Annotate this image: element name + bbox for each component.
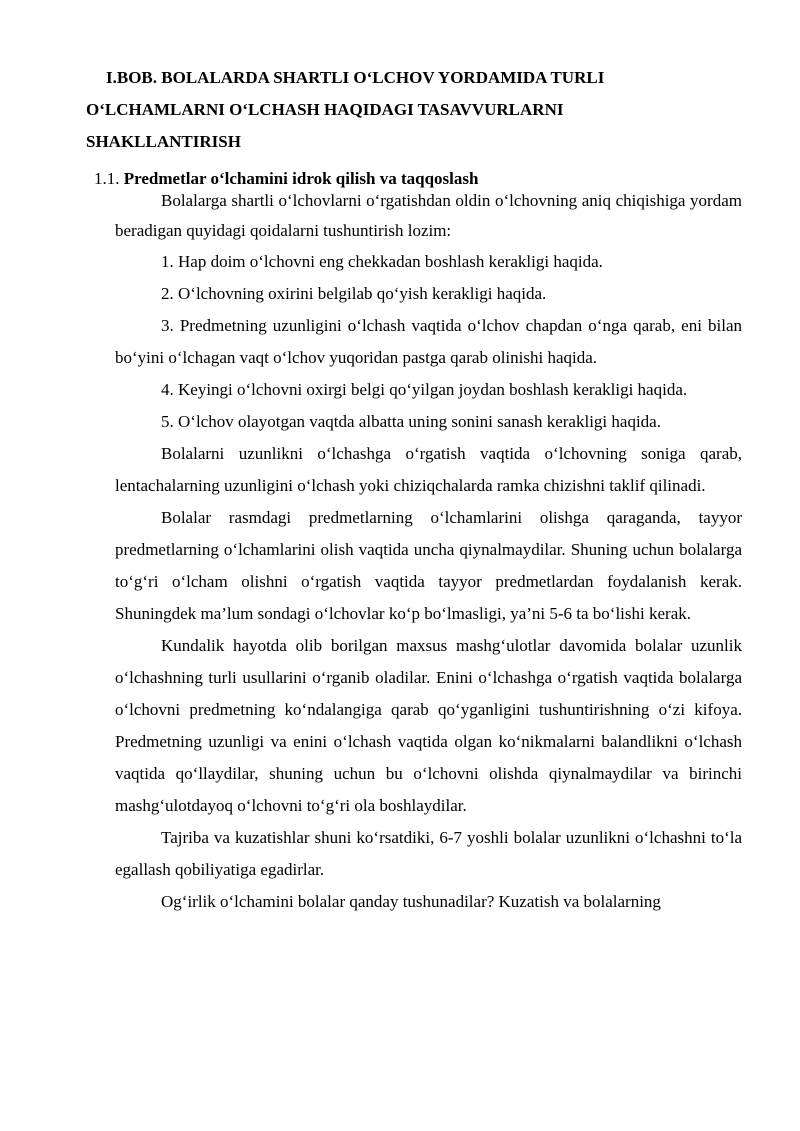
paragraph-2: Bolalar rasmdagi predmetlarning o‘lchamlarini olishga qaraganda, tayyor predmetlarning o‘lchamlarini olish vaqtida uncha qiynalmaydilar. Shuning uchun bolalarga to‘g‘ri o‘lcham olishni o‘rgatish vaqtida tayyor predmetlardan foydalanish kerak. Shuningdek ma’lum sondagi o‘lchovlar ko‘p bo‘lmasligi, ya’ni 5-6 ta bo‘lishi kerak. [115, 508, 742, 623]
paragraph-5: Og‘irlik o‘lchamini bolalar qanday tushunadilar? Kuzatish va bolalarning [161, 892, 661, 911]
section-number: 1.1. [94, 169, 120, 188]
rule-item-1: 1. Hap doim o‘lchovni eng chekkadan boshlash kerakligi haqida. [161, 252, 603, 271]
rule-item-4: 4. Keyingi o‘lchovni oxirgi belgi qo‘yilgan joydan boshlash kerakligi haqida. [161, 380, 688, 399]
body-text [115, 186, 742, 918]
chapter-heading-line-3: SHAKLLANTIRISH [86, 132, 241, 151]
paragraph-4: Tajriba va kuzatishlar shuni ko‘rsatdiki, 6-7 yoshli bolalar uzunlikni o‘lchashni to‘la egallash qobiliyatiga egadirlar. [115, 828, 742, 879]
chapter-heading-line-1: I.BOB. BOLALARDA SHARTLI O‘LCHOV YORDAMIDA TURLI [106, 68, 605, 87]
intro-paragraph: Bolalarga shartli o‘lchovlarni o‘rgatishdan oldin o‘lchovning aniq chiqishiga yordam beradigan quyidagi qoidalarni tushuntirish lozim: [115, 191, 742, 240]
rule-item-5: 5. O‘lchov olayotgan vaqtda albatta uning sonini sanash kerakligi haqida. [161, 412, 661, 431]
section-title: Predmetlar o‘lchamini idrok qilish va taqqoslash [123, 169, 479, 188]
paragraph-3: Kundalik hayotda olib borilgan maxsus mashg‘ulotlar davomida bolalar uzunlik o‘lchashning turli usullarini o‘rganib oladilar. Enini o‘lchashga o‘rgatish vaqtida bolalarga o‘lchovni predmetning ko‘ndalangiga qarab qo‘yganligini tushuntirishning o‘zi kifoya. Predmetning uzunligi va enini o‘lchash vaqtida olgan ko‘nikmalarni balandlikni o‘lchash vaqtida qo‘llaydilar, shuning uchun bu o‘lchovni olishda qiynalmaydilar va birinchi mashg‘ulotdayoq o‘lchovni to‘g‘ri ola boshlaydilar. [115, 636, 742, 815]
chapter-heading-line-2: O‘LCHAMLARNI O‘LCHASH HAQIDAGI TASAVVURLARNI [86, 100, 564, 119]
rule-item-2: 2. O‘lchovning oxirini belgilab qo‘yish kerakligi haqida. [161, 284, 547, 303]
paragraph-1: Bolalarni uzunlikni o‘lchashga o‘rgatish vaqtida o‘lchovning soniga qarab, lentachalarning uzunligini o‘lchash yoki chiziqchalarda ramka chizishni taklif qilinadi. [115, 444, 742, 495]
rule-item-3: 3. Predmetning uzunligini o‘lchash vaqtida o‘lchov chapdan o‘nga qarab, eni bilan bo‘yini o‘lchagan vaqt o‘lchov yuqoridan pastga qarab olinishi haqida. [115, 316, 742, 367]
chapter-heading [86, 62, 746, 158]
